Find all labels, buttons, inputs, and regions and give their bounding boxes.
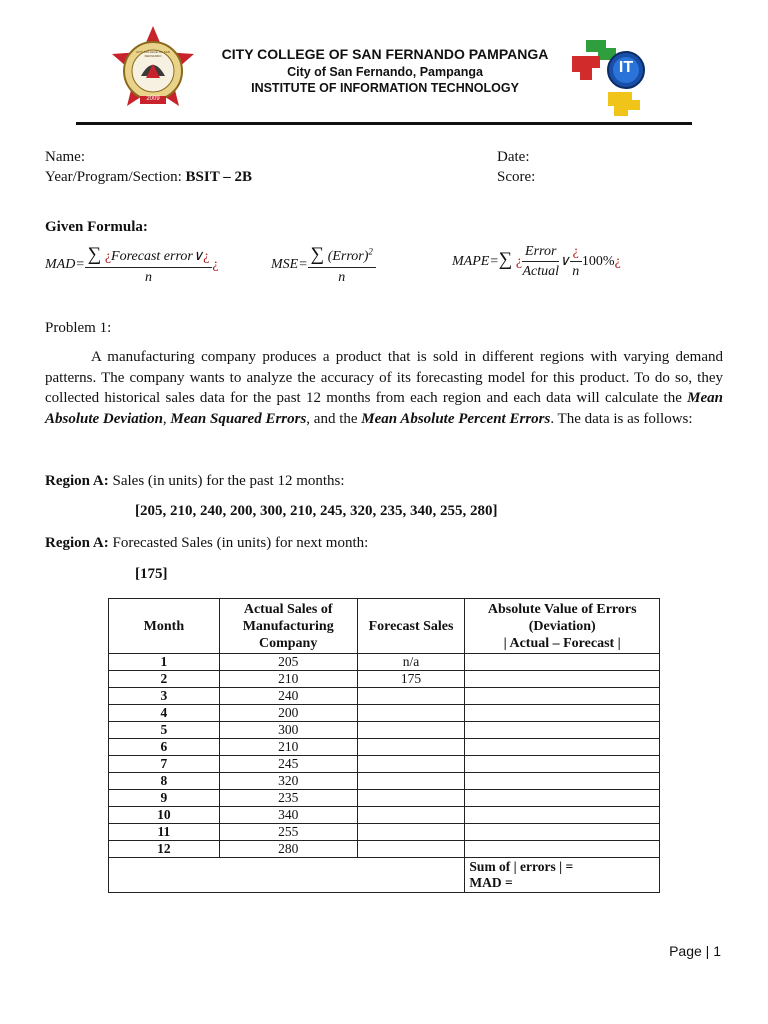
it-logo-text: IT <box>618 59 634 76</box>
term-mse: Mean Squared Errors <box>170 410 307 427</box>
institute-name: INSTITUTE OF INFORMATION TECHNOLOGY <box>251 81 519 95</box>
month-cell: 3 <box>109 688 220 705</box>
actual-sales-cell: 200 <box>219 705 357 722</box>
year-value: BSIT – 2B <box>185 169 252 185</box>
actual-sales-cell: 210 <box>219 671 357 688</box>
score-label: Score: <box>497 169 536 185</box>
region-sales-list: [205, 210, 240, 200, 300, 210, 245, 320, 235, 340, 255, 280] <box>135 503 498 519</box>
forecast-sales-cell[interactable] <box>357 722 465 739</box>
actual-sales-cell: 245 <box>219 756 357 773</box>
region-sales-text: Sales (in units) for the past 12 months: <box>112 473 345 489</box>
actual-sales-cell: 255 <box>219 824 357 841</box>
actual-sales-cell: 300 <box>219 722 357 739</box>
forecast-sales-cell[interactable] <box>357 773 465 790</box>
absolute-error-cell[interactable] <box>465 790 660 807</box>
absolute-error-cell[interactable] <box>465 671 660 688</box>
mse-fraction <box>308 244 376 286</box>
formula-title: Given Formula: <box>45 219 148 235</box>
forecast-sales-cell[interactable] <box>357 807 465 824</box>
sigma-icon: ∑ <box>498 249 513 271</box>
header-absolute-errors: Absolute Value of Errors (Deviation) | Actual – Forecast | <box>465 599 660 654</box>
table-row <box>109 756 660 773</box>
seal-text: CITY COLLEGE OF SAN FERNANDO <box>136 50 170 58</box>
absolute-error-cell[interactable] <box>465 756 660 773</box>
table-row <box>109 790 660 807</box>
month-cell: 2 <box>109 671 220 688</box>
table-row <box>109 824 660 841</box>
mape-formula: MAPE=∑ ¿ $\frac{\text{Error}}{\text{Actual}}$ ∨ $\frac{¿}{n}$ 100%¿ <box>452 244 621 279</box>
actual-sales-cell: 240 <box>219 688 357 705</box>
forecast-sales-cell[interactable]: n/a <box>357 654 465 671</box>
table-header-row <box>109 599 660 654</box>
actual-sales-cell: 205 <box>219 654 357 671</box>
date-label: Date: <box>497 149 530 165</box>
table-row <box>109 807 660 824</box>
actual-sales-cell: 210 <box>219 739 357 756</box>
table-row <box>109 705 660 722</box>
forecast-sales-cell[interactable] <box>357 790 465 807</box>
month-cell: 10 <box>109 807 220 824</box>
sigma-icon: ∑ <box>310 244 325 265</box>
mse-formula <box>271 244 376 286</box>
summary-blank-cell <box>109 858 465 893</box>
region-forecast-line <box>45 535 368 552</box>
formula-row <box>45 244 735 294</box>
month-cell: 4 <box>109 705 220 722</box>
mape-fraction-2: $\frac{¿}{n}$ <box>570 244 582 280</box>
actual-sales-cell: 235 <box>219 790 357 807</box>
absolute-error-cell[interactable] <box>465 841 660 858</box>
region-sales-label: Region A: <box>45 473 109 489</box>
header-rule <box>76 122 692 125</box>
month-cell: 1 <box>109 654 220 671</box>
table-row <box>109 739 660 756</box>
month-cell: 9 <box>109 790 220 807</box>
mape-f1-numerator: Error <box>522 244 559 262</box>
year-program-section <box>45 169 252 186</box>
table-row <box>109 773 660 790</box>
region-forecast-text: Forecasted Sales (in units) for next month: <box>112 535 369 551</box>
term-mad: Mean Absolute Deviation <box>45 390 723 427</box>
forecast-sales-cell[interactable]: 175 <box>357 671 465 688</box>
term-mape: Mean Absolute Percent Errors <box>361 410 551 427</box>
forecast-table <box>108 598 660 893</box>
month-cell: 12 <box>109 841 220 858</box>
table-row <box>109 688 660 705</box>
actual-sales-cell: 320 <box>219 773 357 790</box>
page-number: Page | 1 <box>669 943 721 959</box>
month-cell: 8 <box>109 773 220 790</box>
absolute-error-cell[interactable] <box>465 739 660 756</box>
month-cell: 7 <box>109 756 220 773</box>
it-institute-logo <box>570 34 650 118</box>
mad-formula: MAD= $\frac{\text{∑ ¿Forecast error∨¿}}{n}$ ¿ <box>45 244 219 285</box>
forecast-sales-cell[interactable] <box>357 824 465 841</box>
college-seal-logo <box>108 24 198 114</box>
absolute-error-cell[interactable] <box>465 824 660 841</box>
absolute-error-cell[interactable] <box>465 807 660 824</box>
mape-lhs: MAPE= <box>452 254 499 270</box>
absolute-error-cell[interactable] <box>465 688 660 705</box>
header-forecast-sales: Forecast Sales <box>357 599 465 654</box>
region-forecast-value: [175] <box>135 566 168 582</box>
seal-year: 2009 <box>146 96 160 102</box>
problem-title: Problem 1: <box>45 320 112 336</box>
header-month: Month <box>109 599 220 654</box>
month-cell: 11 <box>109 824 220 841</box>
summary-cell[interactable] <box>465 858 660 893</box>
absolute-error-cell[interactable] <box>465 705 660 722</box>
mape-or: ∨ <box>559 254 570 270</box>
year-label: Year/Program/Section: <box>45 169 182 185</box>
forecast-sales-cell[interactable] <box>357 739 465 756</box>
name-label: Name: <box>45 149 85 165</box>
region-sales-line <box>45 473 345 490</box>
mad-lhs: MAD= <box>45 257 85 273</box>
absolute-error-cell[interactable] <box>465 773 660 790</box>
mad-fraction: $\frac{\text{∑ ¿Forecast error∨¿}}{n}$ <box>85 244 213 286</box>
table-row <box>109 654 660 671</box>
table-row <box>109 841 660 858</box>
header-actual-sales: Actual Sales of Manufacturing Company <box>219 599 357 654</box>
table-row <box>109 671 660 688</box>
mape-fraction-1 <box>522 244 559 280</box>
forecast-sales-cell[interactable] <box>357 705 465 722</box>
mape-f2-denominator: n <box>572 264 580 279</box>
actual-sales-cell: 340 <box>219 807 357 824</box>
mse-exponent: 2 <box>368 246 373 257</box>
absolute-error-cell[interactable] <box>465 722 660 739</box>
forecast-sales-cell[interactable] <box>357 756 465 773</box>
absolute-error-cell[interactable] <box>465 654 660 671</box>
mad-denominator: n <box>145 270 153 285</box>
table-row <box>109 722 660 739</box>
college-city: City of San Fernando, Pampanga <box>287 65 483 79</box>
sigma-icon: ∑ <box>87 244 102 265</box>
actual-sales-cell: 280 <box>219 841 357 858</box>
month-cell: 5 <box>109 722 220 739</box>
mse-denominator: n <box>338 270 346 285</box>
forecast-sales-cell[interactable] <box>357 841 465 858</box>
mape-f1-denominator: Actual <box>522 264 559 279</box>
forecast-sales-cell[interactable] <box>357 688 465 705</box>
problem-paragraph: A manufacturing company produces a product that is sold in different regions with varying demand patterns. The company wants to analyze the accuracy of its forecasting model for this product. To do so, they collected historical sales data for the past 12 months from each region and each data will calculate the Mean Absolute Deviation, Mean Squared Errors, and the Mean Absolute Percent Errors. The data is as follows: <box>45 349 723 427</box>
college-name: CITY COLLEGE OF SAN FERNANDO PAMPANGA <box>221 46 549 62</box>
mse-numerator: (Error) <box>327 249 369 264</box>
region-forecast-label: Region A: <box>45 535 109 551</box>
mad-result-label: MAD = <box>469 875 513 890</box>
mape-percent: 100% <box>581 254 615 270</box>
table-summary-row <box>109 858 660 893</box>
sum-errors-label: Sum of | errors | = <box>469 859 574 874</box>
month-cell: 6 <box>109 739 220 756</box>
mad-numerator: Forecast error∨ <box>111 249 204 264</box>
mse-lhs: MSE= <box>271 257 308 273</box>
